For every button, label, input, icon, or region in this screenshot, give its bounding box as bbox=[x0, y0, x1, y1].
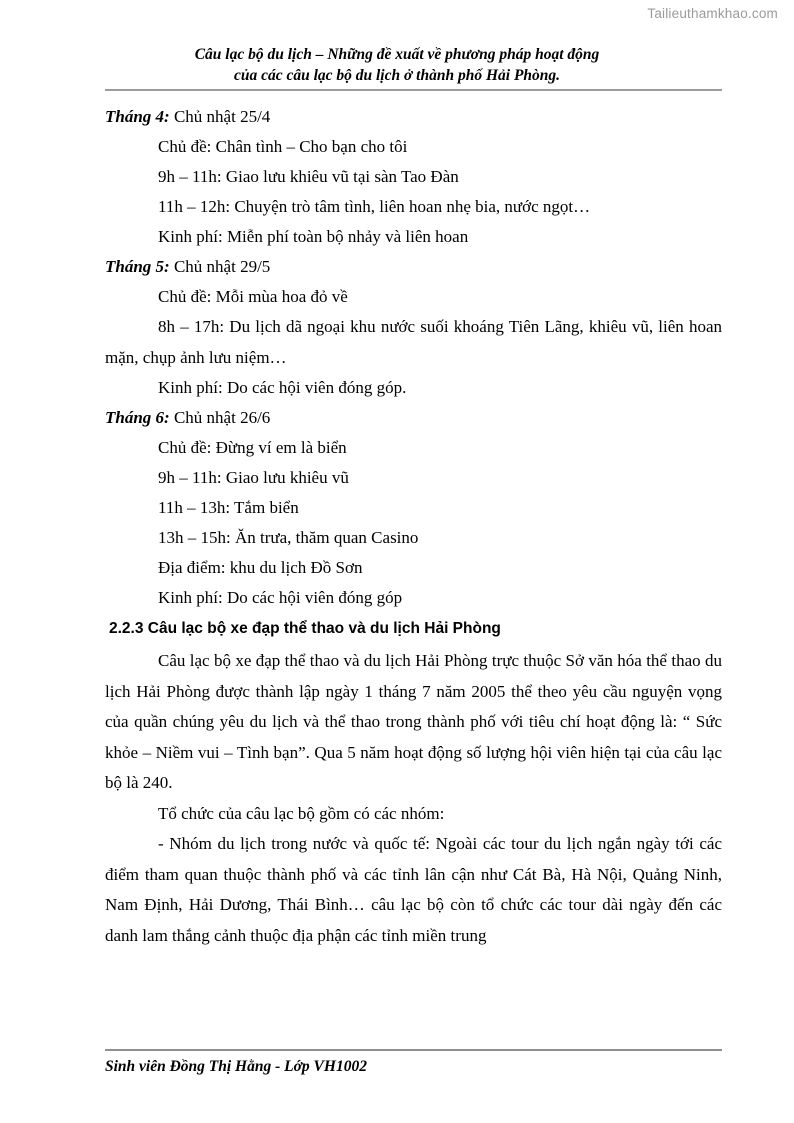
month-date: Chủ nhật 25/4 bbox=[169, 107, 271, 126]
footer-text: Sinh viên Đồng Thị Hằng - Lớp VH1002 bbox=[105, 1058, 367, 1075]
schedule-item: Địa điểm: khu du lịch Đồ Sơn bbox=[158, 558, 363, 577]
document-body bbox=[105, 102, 722, 951]
schedule-item: Kinh phí: Miễn phí toàn bộ nhảy và liên hoan bbox=[158, 227, 469, 246]
month-label: Tháng 6: bbox=[105, 408, 170, 427]
header-divider bbox=[105, 89, 722, 91]
body-paragraph: Câu lạc bộ xe đạp thể thao và du lịch Hải Phòng trực thuộc Sở văn hóa thể thao du lịch Hải Phòng được thành lập ngày 1 tháng 7 năm 2005 thể theo yêu cầu nguyện vọng của quần chúng yêu du lịch và thể thao trong thành phố với tiêu chí hoạt động là: “ Sức khỏe – Niềm vui – Tình bạn”. Qua 5 năm hoạt động số lượng hội viên hiện tại của câu lạc bộ là 240. bbox=[105, 651, 722, 792]
month-date: Chủ nhật 29/5 bbox=[169, 257, 271, 276]
header-title-line-2: của các câu lạc bộ du lịch ở thành phố Hải Phòng. bbox=[233, 67, 561, 84]
schedule-item: Kinh phí: Do các hội viên đóng góp. bbox=[158, 378, 407, 397]
schedule-item: 11h – 13h: Tắm biển bbox=[158, 498, 299, 517]
section-heading-223: 2.2.3 Câu lạc bộ xe đạp thể thao và du lịch Hải Phòng bbox=[109, 620, 501, 637]
body-paragraph: - Nhóm du lịch trong nước và quốc tế: Ngoài các tour du lịch ngắn ngày tới các điểm tham quan thuộc thành phố và các tỉnh lân cận như Cát Bà, Hà Nội, Quảng Ninh, Nam Định, Hải Dương, Thái Bình… câu lạc bộ còn tổ chức các tour dài ngày đến các danh lam thắng cảnh thuộc địa phận các tỉnh miền trung bbox=[105, 834, 722, 945]
body-paragraph: Tổ chức của câu lạc bộ gồm có các nhóm: bbox=[158, 803, 445, 823]
month-heading-june bbox=[105, 403, 722, 433]
month-heading-may bbox=[105, 252, 722, 282]
schedule-item: Chủ đề: Đừng ví em là biển bbox=[158, 438, 347, 457]
page-header bbox=[72, 44, 722, 86]
watermark-text: Tailieuthamkhao.com bbox=[647, 6, 778, 21]
month-heading-april bbox=[105, 102, 722, 132]
schedule-item-wrapped: 8h – 17h: Du lịch dã ngoại khu nước suối khoáng Tiên Lãng, khiêu vũ, liên hoan mặn, chụp ảnh lưu niệm… bbox=[105, 317, 722, 367]
header-title-line-1: Câu lạc bộ du lịch – Những đề xuất về phương pháp hoạt động bbox=[194, 46, 600, 63]
schedule-item: Kinh phí: Do các hội viên đóng góp bbox=[158, 588, 403, 607]
schedule-item: 9h – 11h: Giao lưu khiêu vũ bbox=[158, 468, 349, 487]
schedule-item: 9h – 11h: Giao lưu khiêu vũ tại sàn Tao Đàn bbox=[158, 167, 459, 186]
month-label: Tháng 4: bbox=[105, 107, 170, 126]
schedule-item: Chủ đề: Mỗi mùa hoa đỏ về bbox=[158, 287, 348, 306]
footer-divider bbox=[105, 1049, 722, 1051]
schedule-item: 13h – 15h: Ăn trưa, thăm quan Casino bbox=[158, 528, 419, 547]
schedule-item: 11h – 12h: Chuyện trò tâm tình, liên hoan nhẹ bia, nước ngọt… bbox=[158, 197, 591, 216]
month-date: Chủ nhật 26/6 bbox=[169, 408, 271, 427]
schedule-item: Chủ đề: Chân tình – Cho bạn cho tôi bbox=[158, 137, 408, 156]
month-label: Tháng 5: bbox=[105, 257, 170, 276]
